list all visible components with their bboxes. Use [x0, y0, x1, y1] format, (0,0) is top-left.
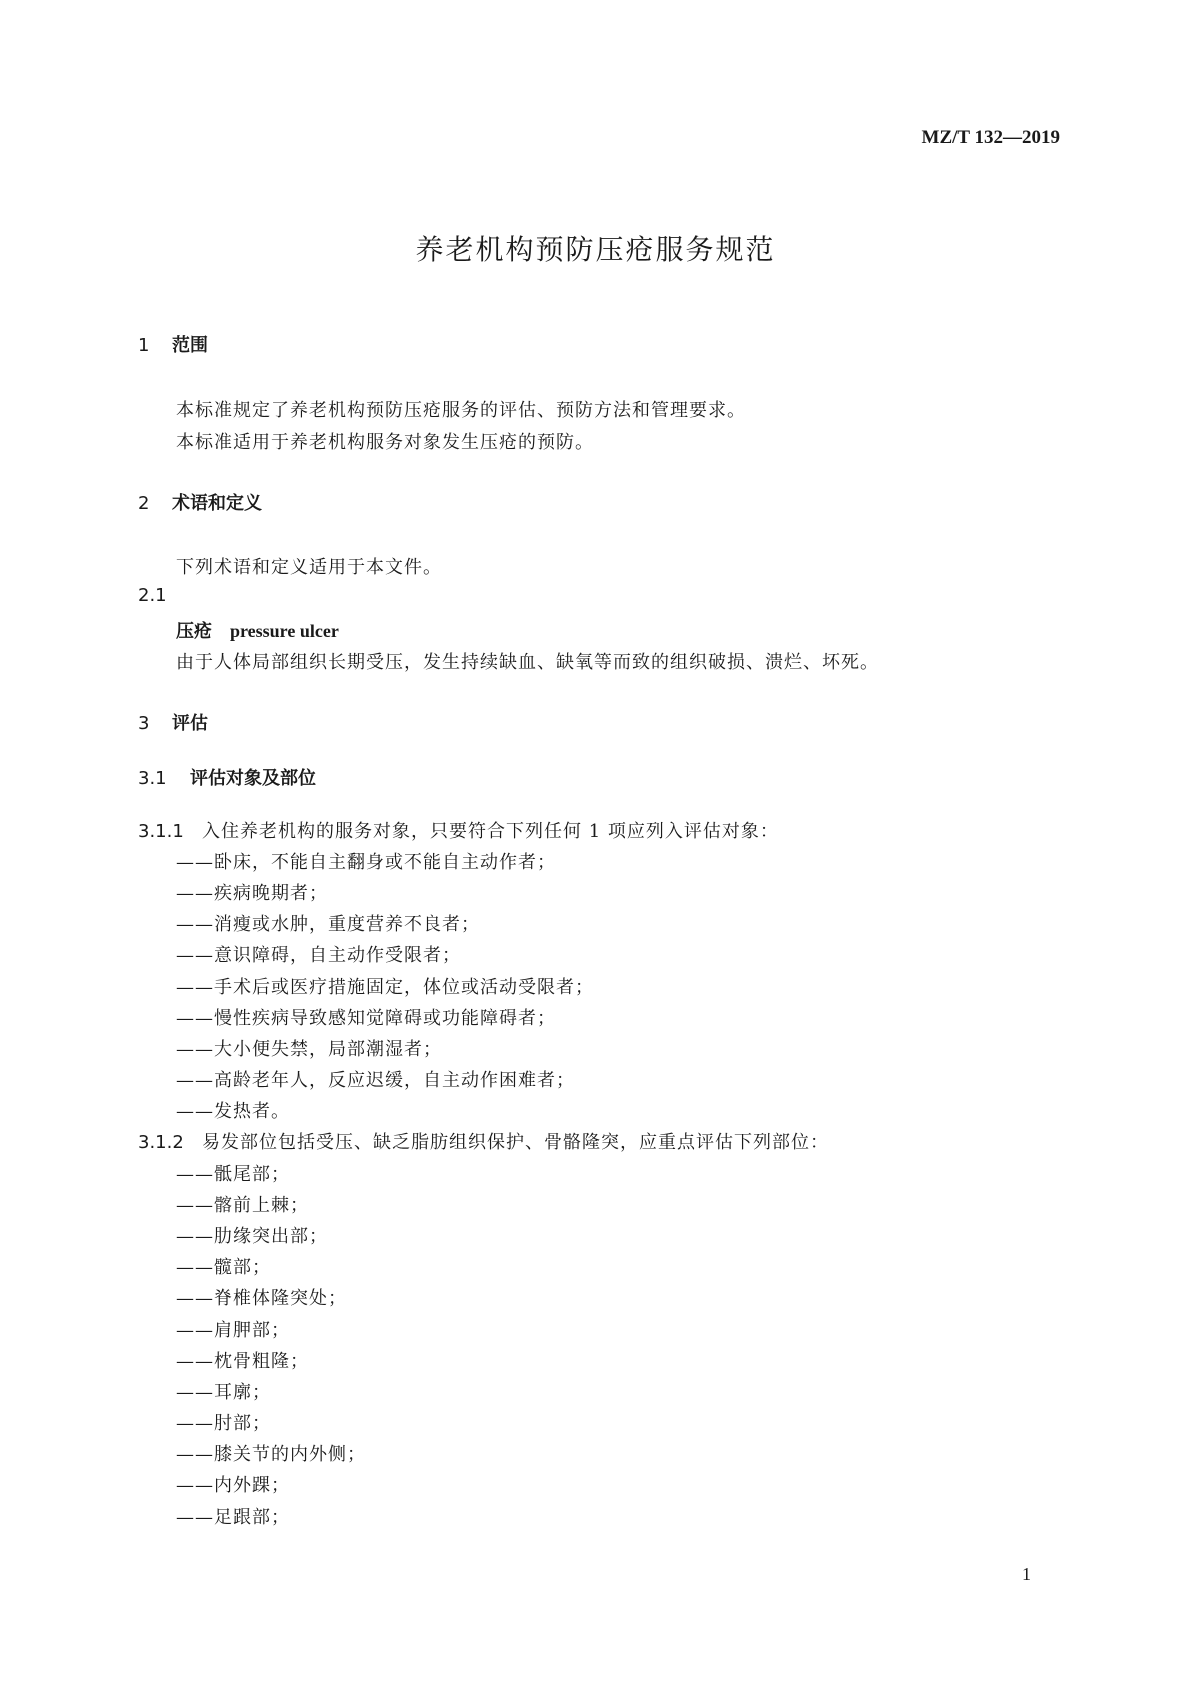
page-number: 1 — [1022, 1564, 1031, 1584]
list-item: ——疾病晚期者； — [176, 883, 328, 904]
clause-number: 3.1.1 — [138, 821, 184, 842]
section-number: 3.1 — [138, 768, 167, 789]
section-number: 1 — [138, 335, 150, 356]
list-item: ——耳廓； — [176, 1382, 271, 1403]
clause-text: 易发部位包括受压、缺乏脂肪组织保护、骨骼隆突，应重点评估下列部位： — [202, 1132, 829, 1153]
list-item: ——肩胛部； — [176, 1320, 290, 1341]
list-item: ——消瘦或水肿，重度营养不良者； — [176, 914, 480, 935]
list-item: ——肋缘突出部； — [176, 1226, 328, 1247]
list-item: ——内外踝； — [176, 1475, 290, 1496]
list-item: ——高龄老年人，反应迟缓，自主动作困难者； — [176, 1070, 575, 1091]
section-title: 评估 — [172, 713, 208, 734]
section-number: 3 — [138, 713, 150, 734]
list-item: ——足跟部； — [176, 1507, 290, 1528]
clause-text: 入住养老机构的服务对象，只要符合下列任何 1 项应列入评估对象： — [202, 821, 779, 842]
list-item: ——意识障碍，自主动作受限者； — [176, 945, 461, 966]
term-english: pressure ulcer — [230, 621, 339, 641]
list-item: ——手术后或医疗措施固定，体位或活动受限者； — [176, 977, 594, 998]
clause-number: 3.1.2 — [138, 1132, 184, 1153]
term-entry — [176, 617, 339, 643]
section-number: 2 — [138, 493, 150, 514]
paragraph: 下列术语和定义适用于本文件。 — [176, 557, 442, 578]
list-item: ——枕骨粗隆； — [176, 1351, 309, 1372]
standard-code: MZ/T 132—2019 — [921, 127, 1060, 148]
list-item: ——膝关节的内外侧； — [176, 1444, 366, 1465]
term-chinese: 压疮 — [176, 621, 212, 642]
section-title: 术语和定义 — [172, 493, 262, 514]
subsection-3-1-heading — [138, 764, 316, 790]
paragraph: 本标准适用于养老机构服务对象发生压疮的预防。 — [176, 432, 594, 453]
clause-3-1-2 — [138, 1128, 829, 1154]
list-item: ——卧床，不能自主翻身或不能自主动作者； — [176, 852, 556, 873]
list-item: ——肘部； — [176, 1413, 271, 1434]
list-item: ——髋部； — [176, 1257, 271, 1278]
list-item: ——髂前上棘； — [176, 1195, 309, 1216]
document-title: 养老机构预防压疮服务规范 — [415, 233, 776, 266]
term-number: 2.1 — [138, 585, 167, 606]
list-item: ——大小便失禁，局部潮湿者； — [176, 1039, 442, 1060]
clause-3-1-1 — [138, 817, 779, 843]
section-1-heading — [138, 331, 208, 357]
section-2-heading — [138, 489, 262, 515]
term-definition: 由于人体局部组织长期受压，发生持续缺血、缺氧等而致的组织破损、溃烂、坏死。 — [176, 652, 879, 673]
list-item: ——慢性疾病导致感知觉障碍或功能障碍者； — [176, 1008, 556, 1029]
section-3-heading — [138, 709, 208, 735]
list-item: ——骶尾部； — [176, 1164, 290, 1185]
list-item: ——发热者。 — [176, 1101, 290, 1122]
section-title: 范围 — [172, 335, 208, 356]
paragraph: 本标准规定了养老机构预防压疮服务的评估、预防方法和管理要求。 — [176, 400, 746, 421]
section-title: 评估对象及部位 — [190, 768, 316, 789]
list-item: ——脊椎体隆突处； — [176, 1288, 347, 1309]
